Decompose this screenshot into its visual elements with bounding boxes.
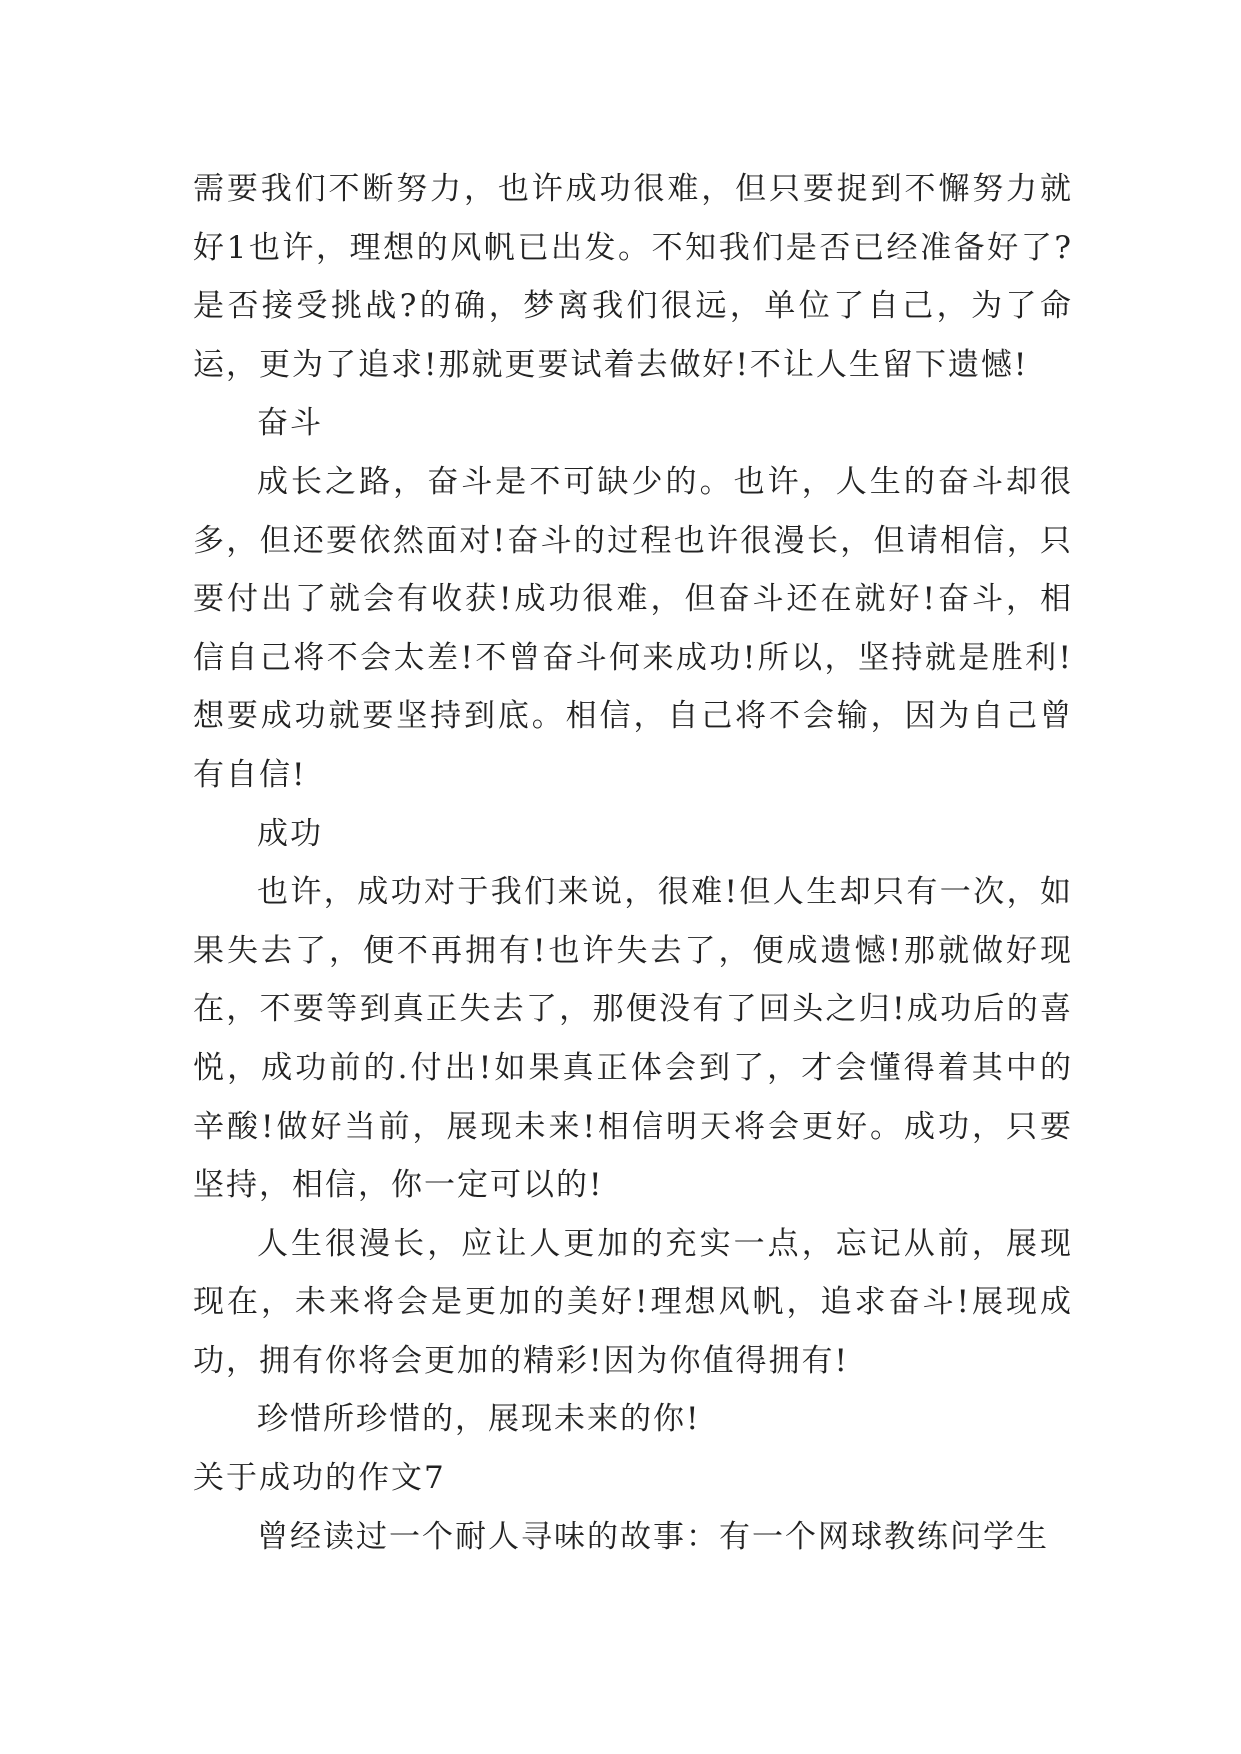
paragraph-cherish: 珍惜所珍惜的，展现未来的你! — [257, 1401, 701, 1438]
essay-title: 关于成功的作文7 — [193, 1460, 446, 1497]
paragraph-story: 曾经读过一个耐人寻味的故事：有一个网球教练问学生 — [257, 1518, 1049, 1555]
subheading-success: 成功 — [257, 815, 323, 852]
paragraph-success: 也许，成功对于我们来说，很难!但人生却只有一次，如果失去了，便不再拥有!也许失去了，便成遗憾!那就做好现在，不要等到真正失去了，那便没有了回头之归!成功后的喜悦，成功前的.付出!如果真正体会到了，才会懂得着其中的辛酸!做好当前，展现未来!相信明天将会更好。成功，只要坚持，相信，你一定可以的! — [193, 874, 1073, 1204]
subheading-struggle: 奋斗 — [257, 405, 323, 442]
paragraph-continuation: 需要我们不断努力，也许成功很难，但只要捉到不懈努力就好1也许，理想的风帆已出发。不知我们是否已经准备好了?是否接受挑战?的确，梦离我们很远，单位了自己，为了命运，更为了追求!那就更要试着去做好!不让人生留下遗憾! — [193, 171, 1073, 383]
paragraph-struggle: 成长之路，奋斗是不可缺少的。也许，人生的奋斗却很多，但还要依然面对!奋斗的过程也许很漫长，但请相信，只要付出了就会有收获!成功很难，但奋斗还在就好!奋斗，相信自己将不会太差!不曾奋斗何来成功!所以，坚持就是胜利!想要成功就要坚持到底。相信，自己将不会输，因为自己曾有自信! — [193, 463, 1073, 793]
paragraph-life: 人生很漫长，应让人更加的充实一点，忘记从前，展现现在，未来将会是更加的美好!理想风帆，追求奋斗!展现成功，拥有你将会更加的精彩!因为你值得拥有! — [193, 1225, 1073, 1379]
essay-text — [193, 160, 1073, 1566]
